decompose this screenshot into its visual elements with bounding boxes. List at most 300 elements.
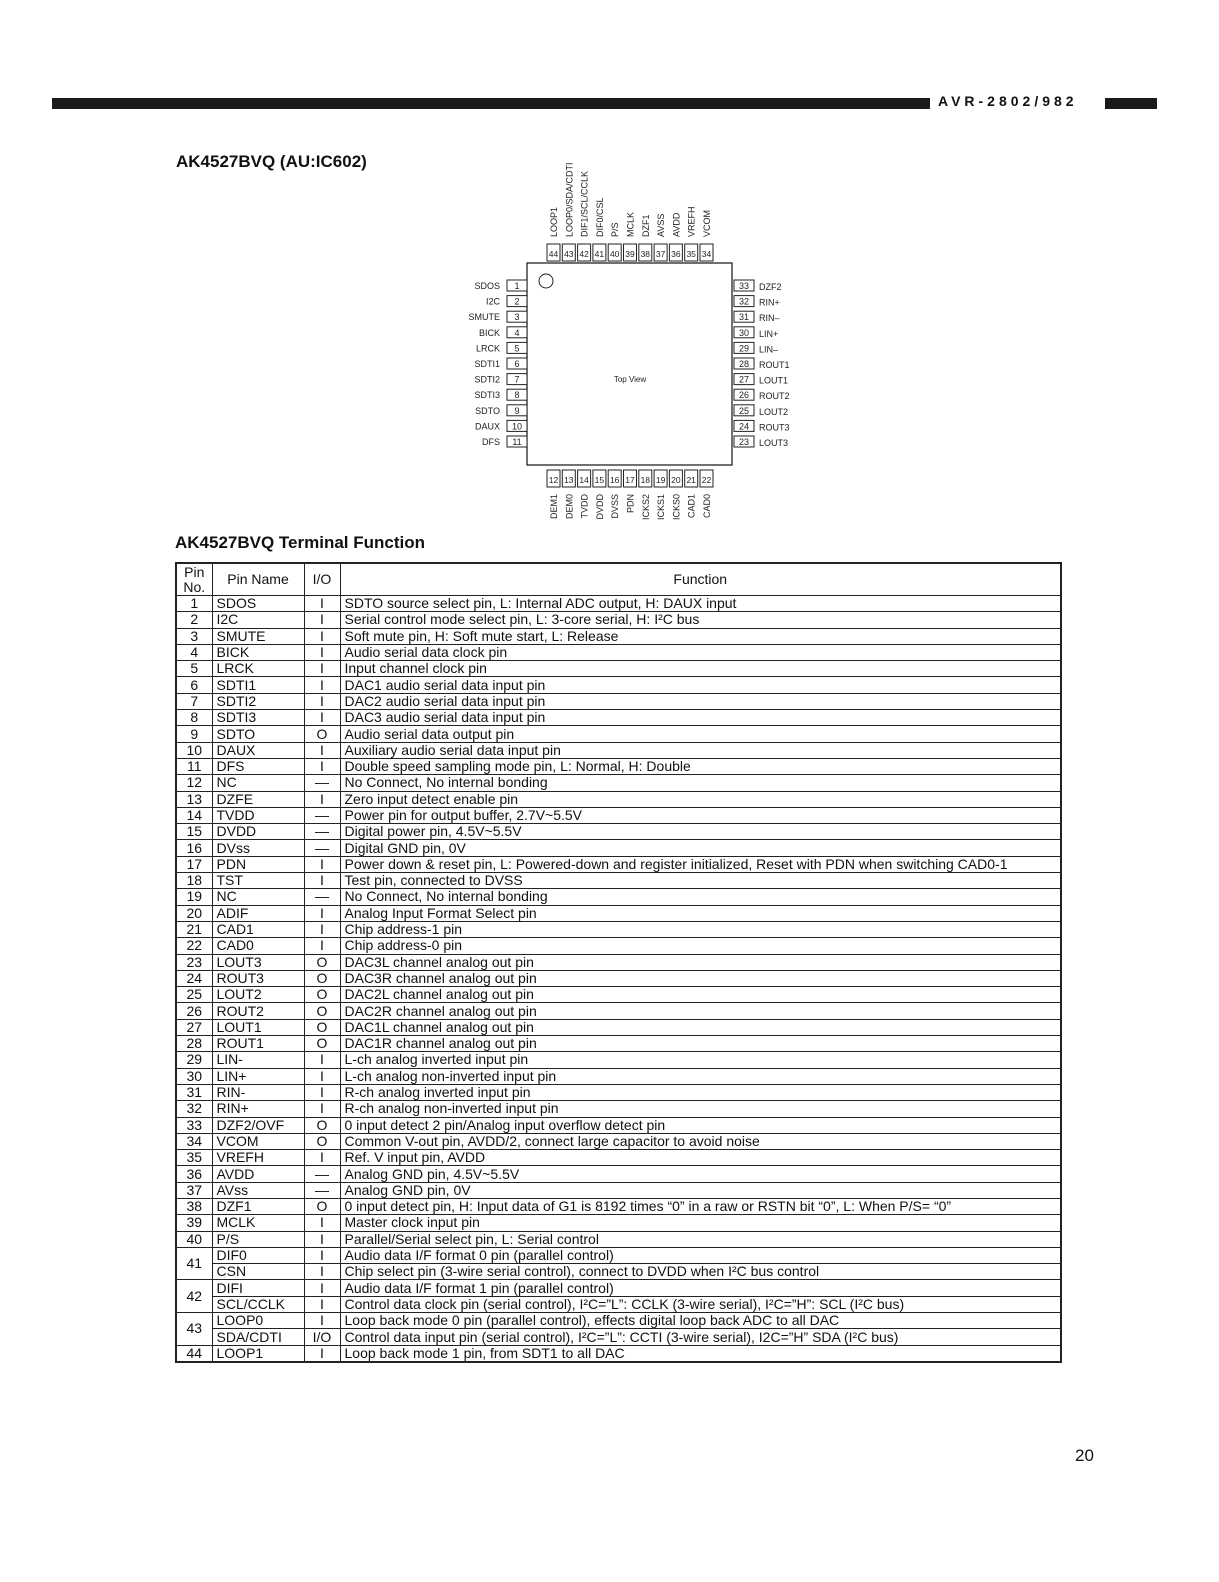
pin-name-bottom: ICKS1 xyxy=(656,494,667,521)
pin-number-top: 43 xyxy=(564,249,574,259)
table-row xyxy=(176,791,1061,807)
table-row xyxy=(176,905,1061,921)
function-cell: SDTO source select pin, L: Internal ADC output, H: DAUX input xyxy=(340,596,1061,612)
table-row xyxy=(176,758,1061,774)
header-bar-left xyxy=(52,98,930,109)
pin-name-cell: LOUT1 xyxy=(212,1019,304,1035)
io-cell: I xyxy=(304,1231,340,1247)
table-row xyxy=(176,661,1061,677)
pin-number-cell: 38 xyxy=(176,1198,212,1214)
pin-name-bottom: ICKS2 xyxy=(640,494,651,521)
function-cell: R-ch analog non-inverted input pin xyxy=(340,1101,1061,1117)
pin-number-top: 36 xyxy=(671,249,681,259)
pin-number-cell: 40 xyxy=(176,1231,212,1247)
io-cell: I xyxy=(304,1247,340,1263)
header-function: Function xyxy=(340,563,1061,596)
header-bar-right xyxy=(1105,98,1157,109)
pin-name-left: LRCK xyxy=(475,343,500,354)
table-row xyxy=(176,1329,1061,1345)
table-row xyxy=(176,693,1061,709)
pin-name-cell: VCOM xyxy=(212,1133,304,1149)
io-cell: I xyxy=(304,856,340,872)
io-cell: I xyxy=(304,905,340,921)
pin-name-right: ROUT2 xyxy=(759,391,790,402)
ic-title: AK4527BVQ (AU:IC602) xyxy=(176,152,367,171)
function-cell: Auxiliary audio serial data input pin xyxy=(340,742,1061,758)
pin-number-cell: 28 xyxy=(176,1036,212,1052)
top-view-label: Top View xyxy=(613,375,647,384)
table-row xyxy=(176,1198,1061,1214)
function-cell: 0 input detect 2 pin/Analog input overflow detect pin xyxy=(340,1117,1061,1133)
function-cell: Chip address-1 pin xyxy=(340,921,1061,937)
function-cell: DAC1L channel analog out pin xyxy=(340,1019,1061,1035)
pin-name-left: I2C xyxy=(485,296,500,307)
function-cell: DAC2 audio serial data input pin xyxy=(340,693,1061,709)
pin-number-right: 30 xyxy=(738,327,750,338)
io-cell: I xyxy=(304,873,340,889)
function-cell: Control data clock pin (serial control), I²C=”L”: CCLK (3-wire serial), I²C=”H”: SCL (I²C bus) xyxy=(340,1296,1061,1312)
table-row xyxy=(176,840,1061,856)
pin-name-cell: RIN- xyxy=(212,1084,304,1100)
function-cell: Chip select pin (3-wire serial control), connect to DVDD when I²C bus control xyxy=(340,1264,1061,1280)
table-row xyxy=(176,644,1061,660)
io-cell: I xyxy=(304,1150,340,1166)
pin-number-cell: 12 xyxy=(176,775,212,791)
pin-name-cell: SMUTE xyxy=(212,628,304,644)
function-cell: Double speed sampling mode pin, L: Normal, H: Double xyxy=(340,758,1061,774)
pin-name-cell: AVDD xyxy=(212,1166,304,1182)
pin-number-right: 28 xyxy=(738,359,750,369)
io-cell: I xyxy=(304,1052,340,1068)
pin-number-cell: 34 xyxy=(176,1133,212,1149)
pin-number-top: 40 xyxy=(609,249,620,259)
io-cell: O xyxy=(304,954,340,970)
terminal-function-title: AK4527BVQ Terminal Function xyxy=(175,533,426,552)
pin-number-cell: 26 xyxy=(176,1003,212,1019)
table-row xyxy=(176,710,1061,726)
pin-number-right: 29 xyxy=(738,343,750,354)
pin-name-bottom: CAD0 xyxy=(702,494,712,519)
table-row xyxy=(176,596,1061,612)
pin-name-cell: SDTI2 xyxy=(212,693,304,709)
io-cell: I xyxy=(304,628,340,644)
function-cell: No Connect, No internal bonding xyxy=(340,889,1061,905)
function-cell: Control data input pin (serial control), I²C=”L”: CCTI (3-wire serial), I2C=”H” SDA (I²C bus) xyxy=(340,1329,1061,1345)
table-row xyxy=(176,873,1061,889)
function-cell: Analog GND pin, 0V xyxy=(340,1182,1061,1198)
pin-name-cell: I2C xyxy=(212,612,304,628)
page-number: 20 xyxy=(1075,1446,1094,1465)
pin-name-top: P/S xyxy=(610,222,621,237)
pin-number-cell: 2 xyxy=(176,612,212,628)
io-cell: O xyxy=(304,1133,340,1149)
header-io: I/O xyxy=(304,563,340,596)
pin-name-cell: PDN xyxy=(212,856,304,872)
pin-name-right: LIN+ xyxy=(759,328,779,339)
pin-number-right: 33 xyxy=(738,281,750,291)
io-cell: I/O xyxy=(304,1329,340,1345)
io-cell: I xyxy=(304,1101,340,1117)
pin-name-top: DIF1/SCL/CCLK xyxy=(579,170,590,237)
function-cell: Chip address-0 pin xyxy=(340,938,1061,954)
pin-number-cell: 17 xyxy=(176,856,212,872)
io-cell: I xyxy=(304,758,340,774)
pin-name-top: MCLK xyxy=(625,211,636,237)
pin-number-cell: 7 xyxy=(176,693,212,709)
pin-number-right: 26 xyxy=(738,390,750,401)
io-cell: I xyxy=(304,742,340,758)
pin-name-bottom: DVSS xyxy=(610,494,621,519)
pin-name-bottom: PDN xyxy=(625,494,636,514)
pin-name-cell: NC xyxy=(212,889,304,905)
pin-name-top: AVDD xyxy=(671,212,682,237)
table-row xyxy=(176,970,1061,986)
pin-number-cell: 15 xyxy=(176,824,212,840)
pin-number-left: 4 xyxy=(514,327,520,338)
io-cell: I xyxy=(304,921,340,937)
pin-number-top: 37 xyxy=(655,249,666,259)
pin-name-cell: LIN- xyxy=(212,1052,304,1068)
io-cell: I xyxy=(304,1296,340,1312)
pin-number-cell: 30 xyxy=(176,1068,212,1084)
pin-number-bottom: 15 xyxy=(594,475,605,485)
pin-name-cell: TST xyxy=(212,873,304,889)
pin-number-cell: 39 xyxy=(176,1215,212,1231)
pin-name-left: BICK xyxy=(478,327,500,338)
io-cell: I xyxy=(304,644,340,660)
pin-number-cell: 21 xyxy=(176,921,212,937)
pin-name-top: LOOP0/SDA/CDTI xyxy=(564,162,575,237)
io-cell: — xyxy=(304,1182,340,1198)
pin-name-right: LIN– xyxy=(759,344,779,355)
pin-number-right: 31 xyxy=(738,312,750,323)
header-pin-name: Pin Name xyxy=(212,563,304,596)
io-cell: I xyxy=(304,677,340,693)
pin-number-left: 10 xyxy=(511,421,523,432)
pin-number-cell: 5 xyxy=(176,661,212,677)
io-cell: I xyxy=(304,596,340,612)
table-row xyxy=(176,726,1061,742)
function-cell: Test pin, connected to DVSS xyxy=(340,873,1061,889)
io-cell: I xyxy=(304,1280,340,1296)
function-cell: Parallel/Serial select pin, L: Serial control xyxy=(340,1231,1061,1247)
function-cell: Input channel clock pin xyxy=(340,661,1061,677)
pin-number-cell: 25 xyxy=(176,987,212,1003)
table-row xyxy=(176,889,1061,905)
function-cell: Ref. V input pin, AVDD xyxy=(340,1150,1061,1166)
pin-number-cell: 24 xyxy=(176,970,212,986)
io-cell: O xyxy=(304,987,340,1003)
io-cell: O xyxy=(304,1019,340,1035)
pin-number-right: 24 xyxy=(738,421,750,432)
pin-name-top: DIF0/CSL xyxy=(594,197,605,237)
table-row xyxy=(176,1182,1061,1198)
function-cell: DAC3R channel analog out pin xyxy=(340,970,1061,986)
io-cell: I xyxy=(304,693,340,709)
table-row xyxy=(176,742,1061,758)
pin-number-cell: 13 xyxy=(176,791,212,807)
function-cell: Loop back mode 0 pin (parallel control), effects digital loop back ADC to all DAC xyxy=(340,1313,1061,1329)
function-cell: DAC1R channel analog out pin xyxy=(340,1036,1061,1052)
table-row xyxy=(176,612,1061,628)
io-cell: O xyxy=(304,726,340,742)
header-title: AVR-2802/982 xyxy=(938,93,1078,109)
pin-name-cell: DZF2/OVF xyxy=(212,1117,304,1133)
function-cell: Audio serial data output pin xyxy=(340,726,1061,742)
pin-number-cell: 23 xyxy=(176,954,212,970)
io-cell: — xyxy=(304,1166,340,1182)
pin-name-right: DZF2 xyxy=(759,282,782,292)
function-cell: Serial control mode select pin, L: 3-core serial, H: I²C bus xyxy=(340,612,1061,628)
pin-name-left: SDTO xyxy=(475,405,500,416)
io-cell: I xyxy=(304,1345,340,1362)
table-row xyxy=(176,1313,1061,1329)
pin-number-cell: 3 xyxy=(176,628,212,644)
io-cell: I xyxy=(304,661,340,677)
function-cell: Audio serial data clock pin xyxy=(340,644,1061,660)
table-row xyxy=(176,1036,1061,1052)
table-row xyxy=(176,807,1061,823)
pin-name-top: VCOM xyxy=(702,210,712,237)
pin-number-cell: 41 xyxy=(176,1247,212,1280)
function-cell: L-ch analog non-inverted input pin xyxy=(340,1068,1061,1084)
pin-number-cell: 11 xyxy=(176,758,212,774)
pin-name-cell: LIN+ xyxy=(212,1068,304,1084)
io-cell: — xyxy=(304,824,340,840)
table-row xyxy=(176,1345,1061,1362)
pin-name-cell: ROUT3 xyxy=(212,970,304,986)
function-cell: No Connect, No internal bonding xyxy=(340,775,1061,791)
pin-name-left: SMUTE xyxy=(468,312,500,323)
io-cell: I xyxy=(304,1264,340,1280)
pin-name-top: VREFH xyxy=(686,206,697,237)
pin-name-cell: ADIF xyxy=(212,905,304,921)
function-cell: Audio data I/F format 0 pin (parallel control) xyxy=(340,1247,1061,1263)
pin-name-top: AVSS xyxy=(656,213,667,237)
pin-number-left: 11 xyxy=(512,437,522,447)
io-cell: O xyxy=(304,1036,340,1052)
function-cell: Common V-out pin, AVDD/2, connect large capacitor to avoid noise xyxy=(340,1133,1061,1149)
table-row xyxy=(176,1019,1061,1035)
pin-number-cell: 36 xyxy=(176,1166,212,1182)
pin-number-cell: 8 xyxy=(176,710,212,726)
table-row xyxy=(176,1231,1061,1247)
pin-name-right: RIN+ xyxy=(759,297,780,308)
pin-name-cell: ROUT2 xyxy=(212,1003,304,1019)
pin-name-bottom: TVDD xyxy=(579,494,590,519)
function-cell: Analog Input Format Select pin xyxy=(340,905,1061,921)
io-cell: I xyxy=(304,710,340,726)
pin-name-bottom: DEM0 xyxy=(564,494,575,520)
function-cell: Analog GND pin, 4.5V~5.5V xyxy=(340,1166,1061,1182)
pin-name-cell: DZF1 xyxy=(212,1198,304,1214)
pin-number-top: 38 xyxy=(640,249,651,259)
io-cell: I xyxy=(304,1313,340,1329)
table-row xyxy=(176,1166,1061,1182)
pin-number-bottom: 16 xyxy=(609,475,620,485)
io-cell: — xyxy=(304,775,340,791)
terminal-function-table xyxy=(175,562,1062,1363)
function-cell: 0 input detect pin, H: Input data of G1 is 8192 times “0” in a raw or RSTN bit “0”, L: When P/S= “0” xyxy=(340,1198,1061,1214)
pin-number-cell: 16 xyxy=(176,840,212,856)
pin-number-right: 27 xyxy=(738,374,750,385)
pin-number-cell: 27 xyxy=(176,1019,212,1035)
pin-name-right: LOUT2 xyxy=(759,406,789,417)
pin-name-right: ROUT1 xyxy=(759,360,790,370)
io-cell: I xyxy=(304,791,340,807)
pin-name-cell: P/S xyxy=(212,1231,304,1247)
io-cell: — xyxy=(304,889,340,905)
table-row xyxy=(176,1264,1061,1280)
pin-number-bottom: 21 xyxy=(686,475,696,485)
pin-number-top: 44 xyxy=(548,249,559,259)
function-cell: DAC2L channel analog out pin xyxy=(340,987,1061,1003)
io-cell: — xyxy=(304,840,340,856)
pin-number-right: 23 xyxy=(738,437,750,447)
io-cell: I xyxy=(304,612,340,628)
pin-name-cell: LOOP1 xyxy=(212,1345,304,1362)
pin-name-cell: DZFE xyxy=(212,791,304,807)
pin-name-right: RIN– xyxy=(759,313,780,324)
pin-number-left: 7 xyxy=(514,374,520,385)
pin-number-top: 42 xyxy=(579,249,589,259)
table-row xyxy=(176,954,1061,970)
table-row xyxy=(176,938,1061,954)
pin-number-cell: 6 xyxy=(176,677,212,693)
pin-number-top: 34 xyxy=(701,249,712,259)
pin-name-right: LOUT1 xyxy=(759,375,789,386)
function-cell: Digital power pin, 4.5V~5.5V xyxy=(340,824,1061,840)
table-row xyxy=(176,1150,1061,1166)
pin-number-left: 1 xyxy=(514,281,520,291)
function-cell: Power pin for output buffer, 2.7V~5.5V xyxy=(340,807,1061,823)
function-cell: Zero input detect enable pin xyxy=(340,791,1061,807)
pin-number-cell: 22 xyxy=(176,938,212,954)
function-cell: R-ch analog inverted input pin xyxy=(340,1084,1061,1100)
pin-name-cell: CAD0 xyxy=(212,938,304,954)
pin-name-left: SDTI2 xyxy=(474,374,500,385)
pin-number-left: 6 xyxy=(514,359,520,369)
table-row xyxy=(176,824,1061,840)
chip-body xyxy=(527,263,732,465)
pin-name-left: DFS xyxy=(482,437,500,447)
function-cell: Power down & reset pin, L: Powered-down and register initialized, Reset with PDN when switching CAD0-1 xyxy=(340,856,1061,872)
pin-name-cell: DIF0 xyxy=(212,1247,304,1263)
pin-number-cell: 44 xyxy=(176,1345,212,1362)
table-row xyxy=(176,1084,1061,1100)
table-row xyxy=(176,1133,1061,1149)
pin-name-cell: LOUT3 xyxy=(212,954,304,970)
pin-name-cell: DFS xyxy=(212,758,304,774)
table-row xyxy=(176,1117,1061,1133)
pin-name-cell: SDTI3 xyxy=(212,710,304,726)
pin-number-cell: 1 xyxy=(176,596,212,612)
table-row xyxy=(176,1280,1061,1296)
pin-number-bottom: 17 xyxy=(625,475,635,485)
pin-number-cell: 35 xyxy=(176,1150,212,1166)
table-row xyxy=(176,987,1061,1003)
pin-name-cell: NC xyxy=(212,775,304,791)
pin-number-bottom: 12 xyxy=(548,475,559,485)
pin-name-cell: DVss xyxy=(212,840,304,856)
pin-number-bottom: 13 xyxy=(564,475,574,485)
table-row xyxy=(176,921,1061,937)
table-header-row xyxy=(176,563,1061,596)
table-row xyxy=(176,1247,1061,1263)
function-cell: Digital GND pin, 0V xyxy=(340,840,1061,856)
pin-number-bottom: 19 xyxy=(655,475,666,485)
pin-name-cell: MCLK xyxy=(212,1215,304,1231)
pin-number-left: 8 xyxy=(514,390,520,401)
pin-name-right: LOUT3 xyxy=(759,438,789,448)
pin-name-cell: SDA/CDTI xyxy=(212,1329,304,1345)
pin-name-cell: SCL/CCLK xyxy=(212,1296,304,1312)
pin-number-right: 25 xyxy=(738,405,750,416)
pin-name-top: DZF1 xyxy=(640,214,651,237)
pin-number-top: 35 xyxy=(686,249,696,259)
pin-number-right: 32 xyxy=(738,296,750,307)
pin-number-cell: 18 xyxy=(176,873,212,889)
pin-name-cell: BICK xyxy=(212,644,304,660)
header-pin-no: Pin No. xyxy=(176,563,212,596)
io-cell: I xyxy=(304,1215,340,1231)
pin-number-cell: 31 xyxy=(176,1084,212,1100)
pin-number-top: 39 xyxy=(625,249,635,259)
io-cell: O xyxy=(304,970,340,986)
function-cell: DAC2R channel analog out pin xyxy=(340,1003,1061,1019)
table-row xyxy=(176,677,1061,693)
pin-number-bottom: 18 xyxy=(640,475,651,485)
table-row xyxy=(176,1003,1061,1019)
pin-name-top: LOOP1 xyxy=(549,206,559,237)
pin-number-cell: 33 xyxy=(176,1117,212,1133)
pin-name-bottom: ICKS0 xyxy=(671,494,682,521)
pin-name-cell: CSN xyxy=(212,1264,304,1280)
pin-name-cell: ROUT1 xyxy=(212,1036,304,1052)
pin-number-cell: 19 xyxy=(176,889,212,905)
pin-name-cell: SDOS xyxy=(212,596,304,612)
pin-name-cell: DIFI xyxy=(212,1280,304,1296)
table-row xyxy=(176,775,1061,791)
pin-number-left: 2 xyxy=(514,296,520,307)
pin-name-right: ROUT3 xyxy=(759,422,790,433)
pin-name-left: DAUX xyxy=(474,421,500,432)
pin-number-cell: 42 xyxy=(176,1280,212,1313)
io-cell: — xyxy=(304,807,340,823)
pin-name-cell: RIN+ xyxy=(212,1101,304,1117)
table-row xyxy=(176,1215,1061,1231)
pin-number-left: 3 xyxy=(514,312,520,323)
pin-name-cell: SDTI1 xyxy=(212,677,304,693)
pin-name-cell: DVDD xyxy=(212,824,304,840)
pin-name-bottom: CAD1 xyxy=(686,494,697,519)
io-cell: O xyxy=(304,1003,340,1019)
pin-name-cell: DAUX xyxy=(212,742,304,758)
pin-name-cell: AVss xyxy=(212,1182,304,1198)
table-row xyxy=(176,1296,1061,1312)
pin-name-cell: TVDD xyxy=(212,807,304,823)
pin-name-cell: SDTO xyxy=(212,726,304,742)
pin-name-left: SDOS xyxy=(474,281,500,291)
pin-number-bottom: 14 xyxy=(579,475,589,485)
function-cell: DAC3 audio serial data input pin xyxy=(340,710,1061,726)
pin-name-bottom: DVDD xyxy=(594,494,605,520)
function-cell: DAC3L channel analog out pin xyxy=(340,954,1061,970)
pin-number-cell: 10 xyxy=(176,742,212,758)
table-row xyxy=(176,1068,1061,1084)
function-cell: Loop back mode 1 pin, from SDT1 to all DAC xyxy=(340,1345,1061,1362)
function-cell: DAC1 audio serial data input pin xyxy=(340,677,1061,693)
